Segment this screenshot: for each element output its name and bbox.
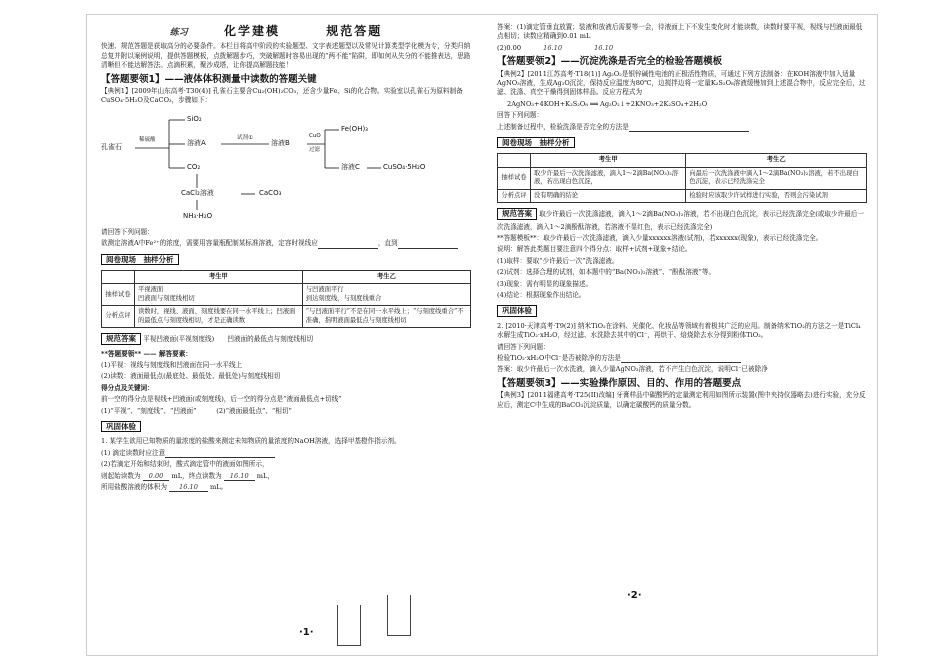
explain-line: (1)取样：要取“少许最后一次”洗涤滤液。 — [497, 256, 619, 265]
table-row — [498, 189, 867, 202]
practice-q2-right — [497, 354, 867, 363]
keywords-line: 前一空的得分点是视线+凹液面(或刻度线)，后一空的得分点是“液面最低点+切线” — [101, 395, 342, 404]
row-label: 分析点评 — [498, 189, 531, 202]
section-tag-1: 答题要领1 — [110, 73, 156, 85]
standard-answer-text-left: 平视凹液面(平视刻度线) 凹液面的最低点与刻度线相切 — [143, 335, 314, 344]
burette-figure-1 — [337, 605, 361, 646]
flow-acid: 稀硫酸 — [139, 136, 156, 143]
header-student-b: 考生乙 — [302, 271, 470, 284]
practice-q3-start: 则起始读数为 — [101, 471, 141, 480]
flow-cuso4: CuSO₄·5H₂O — [383, 162, 426, 171]
practice-value-volume: 16.10 — [169, 483, 208, 492]
practice-q2-right-text: 检验TiO₂·xH₂O中Cl⁻是否被除净的方法是 — [497, 353, 621, 362]
document-title — [101, 24, 471, 38]
template-title-left: **答题要领** —— 解答要素： — [101, 349, 192, 358]
flow-feoh3: Fe(OH)₃ — [341, 124, 368, 133]
example-3: 【典例3】[2011福建高考·T25(II)改编] 牙膏样品中碳酸钙的定量测定利用如图所示装置(图中夹持仪器略去)进行实验，充分反应后，测定C中生成的BaCO₃沉淀质量，以确定碳酸钙的质量分数。 — [497, 391, 866, 409]
intro-paragraph: 快速、规范答题是获取高分的必要条件。本栏目将高中阶段的实验题型、文字表述题型以及常见计算类型学化模为专，分类归纳总复并附以案例说明，提供答题模板，点拨解题步巧，突破解题时容易出现的“两不能”陷阱，即如何从失分的不能推表达，思路清晰但不能达解答法。点滴积累，聚沙成塔，让你提高解题技能！ — [101, 42, 471, 70]
table-row — [102, 284, 471, 306]
header-blank — [498, 154, 531, 167]
top-answer-2 — [497, 44, 867, 53]
standard-tag-right: 规范答案 — [497, 208, 537, 219]
flow-caco3: CaCO₃ — [259, 188, 282, 197]
section-heading-1: 【答题要领1】——液体体积测量中读数的答题关键 — [101, 73, 317, 85]
cell-student-b: 与凹液面平行 到达刻度线，与刻度线重合 — [302, 284, 470, 306]
top-answer-2-v2: 16.10 — [594, 43, 614, 52]
question-2-text: 上述制备过程中，检验洗涤是否完全的方法是 — [497, 122, 629, 131]
row-label: 分析点评 — [102, 306, 135, 328]
cell-student-a: 没有明确的结论 — [531, 189, 686, 202]
section-title-3: ——实验操作原因、目的、作用的答题要点 — [560, 377, 742, 389]
flow-cuo: CuO — [309, 132, 321, 139]
practice-unit: mL。 — [210, 482, 228, 491]
header-blank — [102, 271, 135, 284]
flow-co2: CO₂ — [187, 162, 201, 171]
flow-reagent: 试剂① — [237, 134, 253, 141]
review-table-right — [497, 153, 867, 203]
example-1: 【典例1】[2009年山东高考·T30(4)] 孔雀石主要含Cu₂(OH)₂CO₃，还含少量Fe、Si的化合物。实验室以孔雀石为原料制备CuSO₄·5H₂O及CaCO₃，步骤如下： — [101, 87, 463, 105]
answer-blank-2[interactable] — [398, 240, 458, 249]
question-2-label: 回答下列问题： — [497, 111, 544, 120]
practice-value-start: 0.00 — [143, 472, 170, 481]
example-2: 【典例2】[2011江苏高考·T18(1)] Ag₂O₂是银锌碱性电池的正极活性物质，可通过下列方法制备：在KOH溶液中加入适量AgNO₃溶液，生成Ag₂O沉淀，保持反应温度为80℃，边搅拌边将一定量K₂S₂O₈溶液缓慢加到上述混合物中，反应完全后，过滤、洗涤、真空干燥得到固体样品。反应方程式为 — [497, 69, 866, 97]
section-title-1: ——液体体积测量中读数的答题关键 — [164, 73, 317, 85]
flow-diagram — [101, 108, 471, 226]
flow-malachite: 孔雀石 — [101, 142, 122, 151]
practice-q4 — [101, 483, 471, 492]
review-table-right-header — [498, 154, 867, 167]
explain-line: (2)试剂：选择合理的试剂，如本题中的“Ba(NO₃)₂溶液”、“酚酞溶液”等。 — [497, 268, 716, 277]
cell-student-a: 读数时，视线、液面、刻度线要在同一水平线上；凹液面的最低点与刻度线相切，才是正确读数 — [135, 306, 303, 328]
right-page — [497, 21, 867, 412]
cell-student-b: 检验时应该取少许试样进行实验，否则会污染试剂 — [686, 189, 867, 202]
flow-sio2: SiO₂ — [187, 114, 202, 123]
practice-value-end: 16.10 — [224, 472, 255, 481]
cell-student-b: 向最后一次洗涤液中滴入1～2滴Ba(NO₃)₂溶液，若不出现白色沉淀，表示已经洗涤完全 — [686, 167, 867, 189]
table-row — [498, 167, 867, 189]
review-tag-right: 阅卷现场 抽样分析 — [497, 137, 575, 148]
review-tag-left: 阅卷现场 抽样分析 — [101, 254, 179, 265]
flow-solution-c: 溶液C — [341, 162, 360, 171]
standard-answer-text-right: 取少许最后一次洗涤滤液，滴入1～2滴Ba(NO₃)₂溶液，若不出现白色沉淀，表示已经洗涤完全(或取少许最后一次洗涤滤液，滴入1～2滴酚酞溶液，若溶液不显红色，表示已经洗涤完全) — [497, 210, 864, 231]
left-page — [101, 21, 471, 494]
flow-cacl2: CaCl₂溶液 — [181, 188, 214, 197]
answer-blank-1[interactable] — [318, 240, 378, 249]
handwritten-name: 练习 — [169, 28, 188, 38]
explain-line: (4)结论：根据现象作出结论。 — [497, 290, 586, 299]
top-answer: 答案：(1)滴定管垂直放置；装液和放液后需要等一会，待液面上下不发生变化时才能读数，读数时要平视，视线与凹液面最低点相切；读数应精确到0.01 mL — [497, 23, 863, 41]
practice-q1-text: (1) 滴定读数时应注意 — [101, 448, 166, 457]
question-text — [101, 239, 471, 248]
practice-q3-unit: mL， — [256, 471, 275, 480]
template-line-right: **答题模板**：取少许最后一次洗涤滤液，滴入少量xxxxxx溶液(试剂)，若xxxxxx(现象)，表示已经洗涤完全。 — [497, 233, 823, 242]
equation: 2AgNO₃+4KOH+K₂S₂O₈ ══ Ag₂O₂↓+2KNO₃+2K₂SO₄+2H₂O — [507, 99, 708, 108]
header-student-b: 考生乙 — [686, 154, 867, 167]
section-heading-2: 【答题要领2】——沉淀洗涤是否完全的检验答题模板 — [497, 56, 723, 68]
flow-solution-b: 溶液B — [271, 138, 290, 147]
practice-q1-blank[interactable] — [165, 449, 275, 458]
section-heading-3: 【答题要领3】——实验操作原因、目的、作用的答题要点 — [497, 377, 742, 389]
question-2 — [497, 123, 867, 132]
question-label: 请回答下列问题： — [101, 227, 154, 236]
practice-q2-right-blank[interactable] — [621, 354, 741, 363]
review-table-left-header — [102, 271, 471, 284]
page-number-right: ·2· — [627, 590, 642, 601]
flow-nh3: NH₃·H₂O — [183, 211, 213, 220]
top-answer-2-label: (2)0.00 — [497, 43, 522, 52]
standard-answer-left — [101, 330, 471, 347]
practice-tag-right: 巩固体验 — [497, 305, 537, 316]
keywords-title: 得分点及关键词： — [101, 383, 154, 392]
practice-text-left: 1. 某学生欲用已知物质的量浓度的盐酸来测定未知物质的量浓度的NaOH溶液，选择甲基橙作指示剂。 — [101, 437, 401, 446]
standard-answer-right — [497, 205, 867, 232]
section-tag-3: 答题要领3 — [506, 377, 552, 389]
cell-student-a: 取少许最后一次洗涤滤液，滴入1～2滴Ba(NO₃)₂溶液，若出现白色沉淀， — [531, 167, 686, 189]
question-tail: ，直到 — [377, 239, 398, 248]
title-b: 规范答题 — [326, 24, 383, 38]
practice-tag-left: 巩固体验 — [101, 421, 141, 432]
row-label: 抽样试卷 — [102, 284, 135, 306]
keywords-line: (1)“平视”、“刻度线”、“凹液面” (2)“液面最低点”、“相切” — [101, 406, 292, 415]
practice-q4-text: 所用盐酸溶液的体积为 — [101, 482, 167, 491]
burette-figure-2 — [387, 595, 411, 636]
question-stem: 欲测定溶液A中Fe²⁺的浓度，需要用容量瓶配制某标准溶液，定容时视线应 — [101, 239, 318, 248]
review-table-left — [101, 270, 471, 328]
practice-q2: (2)若滴定开始和结束时，酸式滴定管中的液面如图所示， — [101, 460, 269, 469]
exam-sheet — [86, 14, 878, 656]
title-a: 化学建模 — [223, 24, 280, 38]
flow-filter: 过滤 — [309, 146, 321, 153]
section-tag-2: 答题要领2 — [506, 56, 552, 68]
practice-q3 — [101, 472, 471, 481]
header-student-a: 考生甲 — [135, 271, 303, 284]
row-label: 抽样试卷 — [498, 167, 531, 189]
explain-line: (3)现象：需有明显的现象描述。 — [497, 279, 593, 288]
table-row — [102, 306, 471, 328]
practice-text-right: 2. [2010·天津高考·T9(2)] 纳米TiO₂在涂料、光催化、化妆品等领域有着极其广泛的应用。制备纳米TiO₂的方法之一是TiCl₄水解生成TiO₂·xH₂O，经过滤、水洗除去其中的Cl⁻，再烘干、焙烧除去水分得到粉体TiO₂。 — [497, 321, 861, 340]
template-line: (2)读数：液面最低点(最底处、最低处、最低处)与刻度线相切 — [101, 372, 281, 381]
question-2-blank[interactable] — [629, 123, 749, 132]
page-number-left: ·1· — [299, 627, 314, 638]
cell-student-b: “与凹液面平行”不是在同一水平线上；“与刻度线重合”不准确，指明液面最低点与刻度线相切 — [302, 306, 470, 328]
standard-tag-left: 规范答案 — [101, 333, 141, 344]
header-student-a: 考生甲 — [531, 154, 686, 167]
practice-question-right: 请回答下列问题： — [497, 342, 550, 351]
practice-q1 — [101, 449, 471, 458]
top-answer-2-v1: 16.10 — [543, 43, 563, 52]
explain-title: 说明：解答此类题目要注意四个得分点：取样+试剂+现象+结论。 — [497, 245, 692, 254]
template-line: (1)平视：视线与刻度线和凹液面在同一水平线上 — [101, 360, 243, 369]
cell-student-a: 平视液面 凹液面与刻度线相切 — [135, 284, 303, 306]
section-title-2: ——沉淀洗涤是否完全的检验答题模板 — [560, 56, 723, 68]
practice-answer-right: 答案：取少许最后一次水洗液，滴入少量AgNO₃溶液，若不产生白色沉淀，说明Cl⁻已被除净 — [497, 365, 768, 374]
flow-solution-a: 溶液A — [187, 138, 206, 147]
practice-q3-end: mL，终点读数为 — [171, 471, 222, 480]
